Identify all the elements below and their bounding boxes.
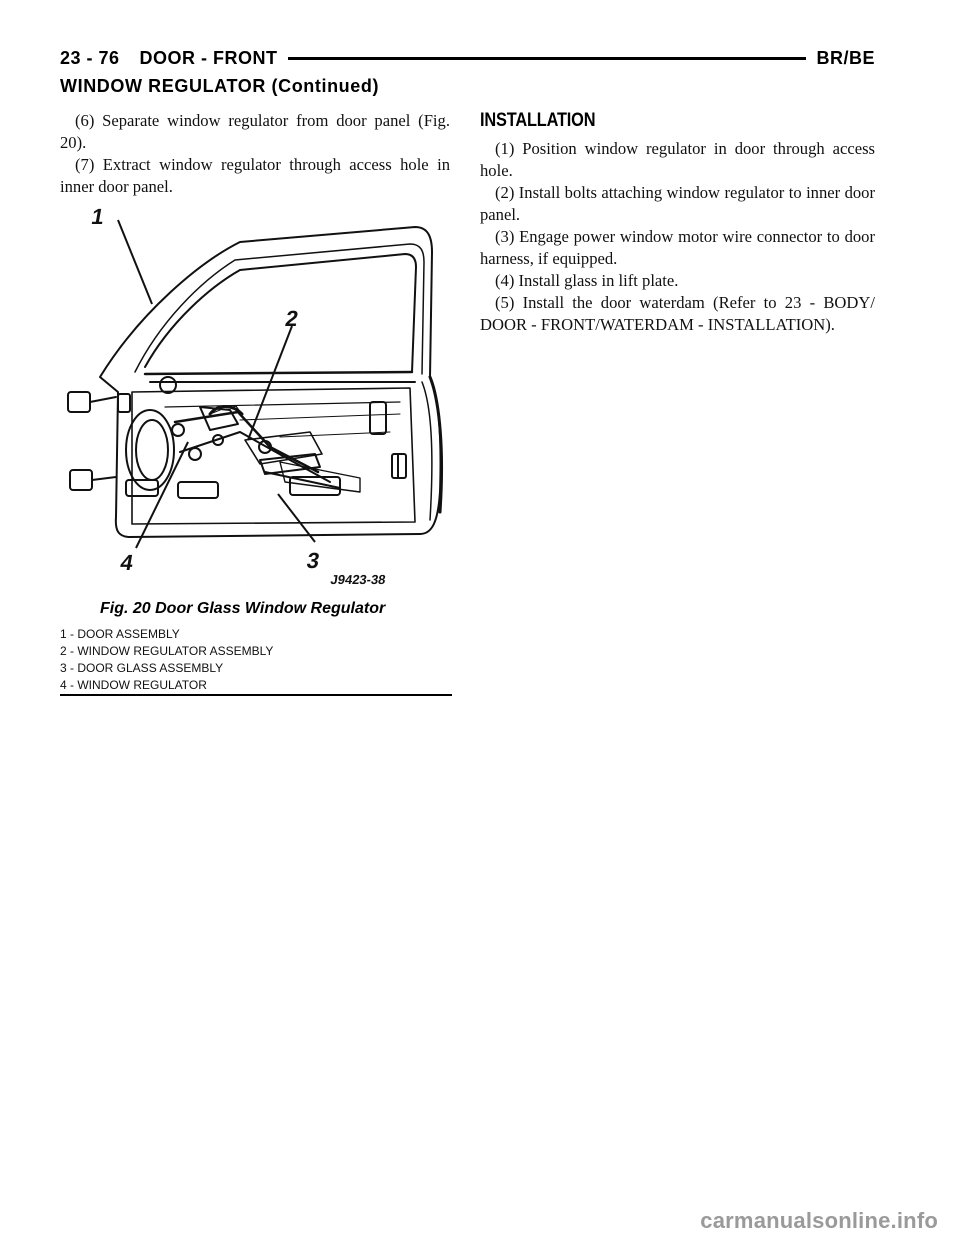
install-step: (4) Install glass in lift plate. [495, 271, 679, 290]
figure-caption: Fig. 20 Door Glass Window Regulator [100, 600, 386, 617]
legend-rule [60, 694, 452, 696]
install-step: (1) Position window regulator in door through access hole. [480, 139, 875, 180]
legend-item: 2 - WINDOW REGULATOR ASSEMBLY [60, 644, 274, 658]
page-number: 23 - 76 [60, 47, 120, 68]
figure-legend [60, 626, 452, 694]
installation-title: INSTALLATION [480, 110, 596, 131]
door-illustration [60, 192, 452, 592]
callout-3: 3 [304, 548, 322, 573]
legend-item: 1 - DOOR ASSEMBLY [60, 627, 180, 641]
legend-item: 3 - DOOR GLASS ASSEMBLY [60, 661, 224, 675]
page-header [60, 46, 875, 70]
site-watermark: carmanualsonline.info [700, 1208, 938, 1233]
left-column [60, 110, 450, 198]
install-step: (5) Install the door waterdam (Refer to 23 - BODY/ DOOR - FRONT/WATERDAM - INSTALLATION). [480, 293, 875, 334]
install-step: (3) Engage power window motor wire connector to door harness, if equipped. [480, 227, 875, 268]
callout-1: 1 [89, 204, 107, 229]
callout-4: 4 [118, 550, 136, 575]
install-step: (2) Install bolts attaching window regulator to inner door panel. [480, 183, 875, 224]
access-hole [370, 402, 386, 434]
belt-line [145, 372, 412, 374]
paragraph: (7) Extract window regulator through access hole in inner door panel. [60, 155, 450, 196]
legend-item: 4 - WINDOW REGULATOR [60, 678, 207, 692]
speaker-opening [126, 410, 174, 490]
access-hole [178, 482, 218, 498]
continued-heading: WINDOW REGULATOR (Continued) [60, 76, 380, 96]
callout-2: 2 [283, 306, 301, 331]
model-code: BR/BE [816, 47, 875, 68]
figure-code: J9423-38 [329, 572, 387, 587]
section-name: DOOR - FRONT [139, 47, 278, 68]
header-rule [288, 57, 807, 60]
door-regulator-figure [60, 192, 452, 592]
paragraph: (6) Separate window regulator from door panel (Fig. 20). [60, 111, 450, 152]
right-column [480, 110, 875, 336]
